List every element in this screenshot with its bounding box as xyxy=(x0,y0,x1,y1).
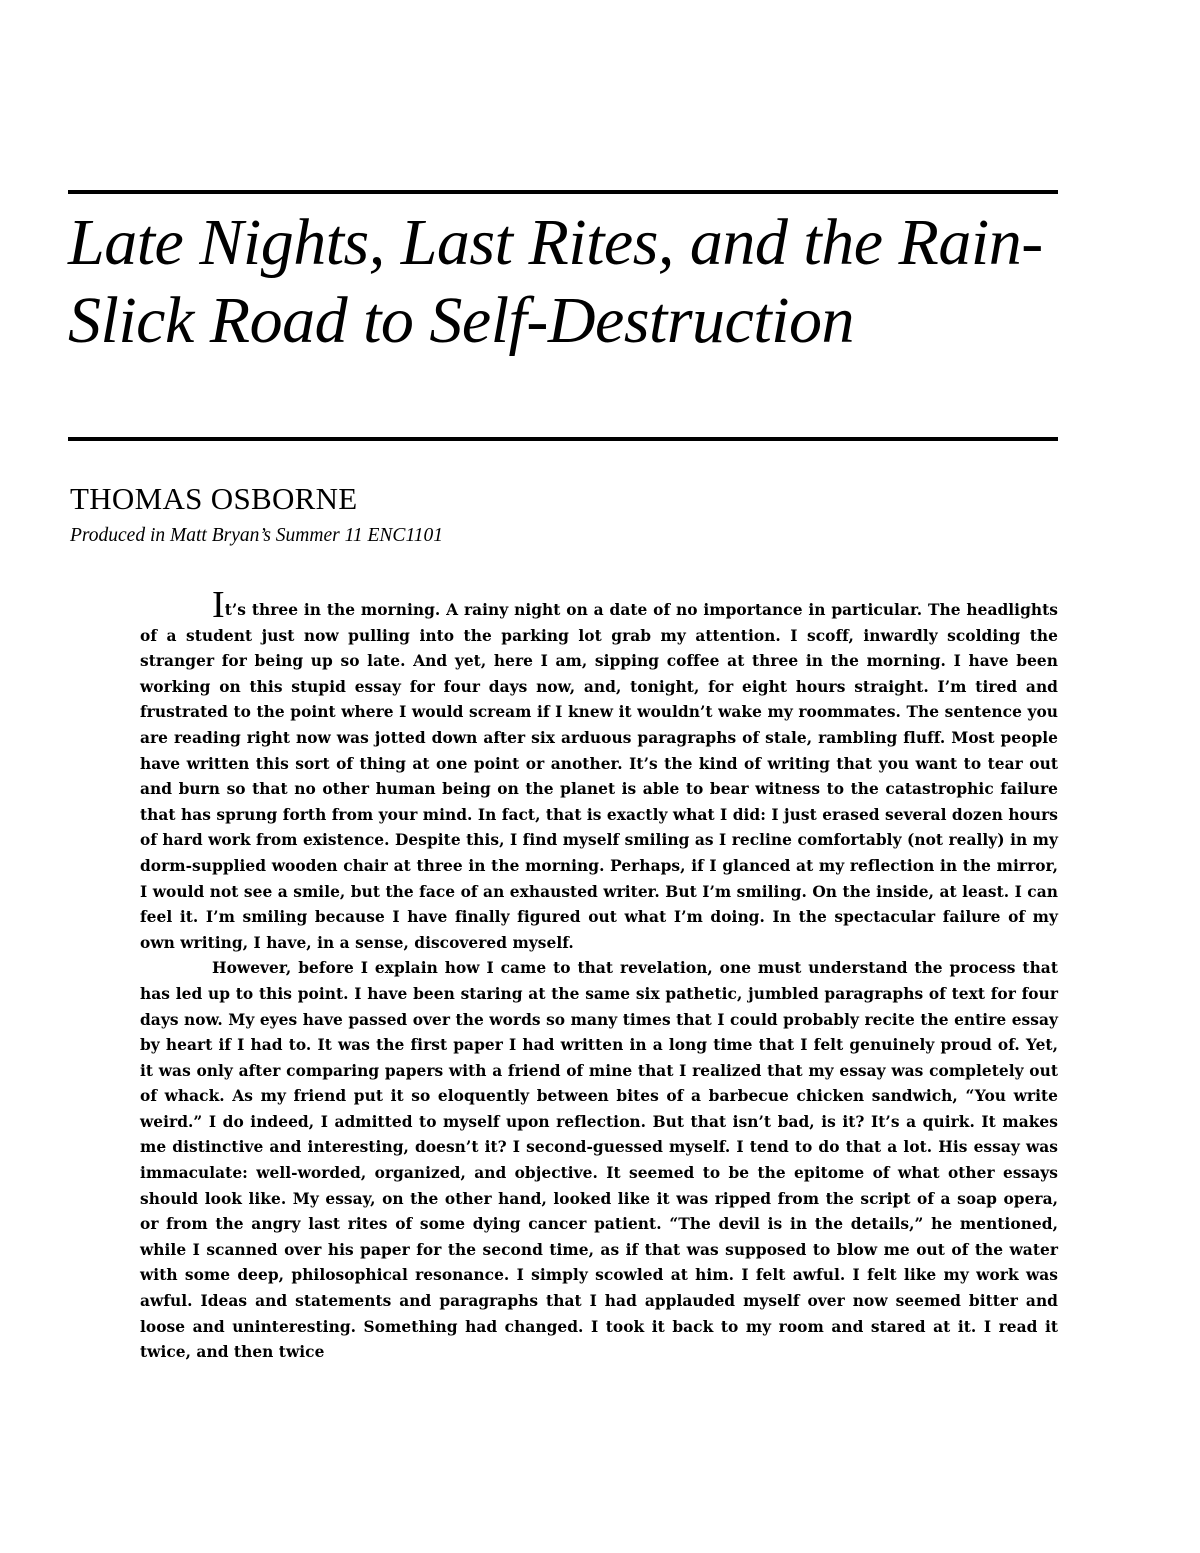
paragraph-2-text: However, before I explain how I came to that revelation, one must understand the process that has led up to this point. I have been staring at the same six pathetic, jumbled paragraphs of text for four days now. My eyes have passed over the words so many times that I could probably recite the entire essay by heart if I had to. It was the first paper I had written in a long time that I felt genuinely proud of. Yet, it was only after comparing papers with a friend of mine that I realized that my essay was completely out of whack. As my friend put it so eloquently between bites of a barbecue chicken sandwich, “You write weird.” I do indeed, I admitted to myself upon reflection. But that isn’t bad, is it? It’s a quirk. It makes me distinctive and interesting, doesn’t it? I second-guessed myself. I tend to do that a lot. His essay was immaculate: well-worded, organized, and objective. It seemed to be the epitome of what other essays should look like. My essay, on the other hand, looked like it was ripped from the script of a soap opera, or from the angry last rites of some dying cancer patient. “The devil is in the details,” he mentioned, while I scanned over his paper for the second time, as if that was supposed to blow me out of the water with some deep, philosophical resonance. I simply scowled at him. I felt awful. I felt like my work was awful. Ideas and statements and paragraphs that I had applauded myself over now seemed bitter and loose and uninteresting. Something had changed. I took it back to my room and stared at it. I read it twice, and then twice xyxy=(140,959,1058,1362)
article-body xyxy=(140,584,1058,1366)
title-top-rule xyxy=(68,190,1058,194)
title-bottom-rule xyxy=(68,437,1058,441)
drop-cap: I xyxy=(212,584,225,626)
produced-in-note: Produced in Matt Bryan’s Summer 11 ENC1101 xyxy=(70,525,443,546)
paragraph-1-text: t’s three in the morning. A rainy night on a date of no importance in particular. The headlights of a student just now pulling into the parking lot grab my attention. I scoff, inwardly scolding the stranger for being up so late. And yet, here I am, sipping coffee at three in the morning. I have been working on this stupid essay for four days now, and, tonight, for eight hours straight. I’m tired and frustrated to the point where I would scream if I knew it wouldn’t wake my roommates. The sentence you are reading right now was jotted down after six arduous paragraphs of stale, rambling fluff. Most people have written this sort of thing at one point or another. It’s the kind of writing that you want to tear out and burn so that no other human being on the planet is able to bear witness to the catastrophic failure that has sprung forth from your mind. In fact, that is exactly what I did: I just erased several dozen hours of hard work from existence. Despite this, I find myself smiling as I recline comfortably (not really) in my dorm-supplied wooden chair at three in the morning. Perhaps, if I glanced at my reflection in the mirror, I would not see a smile, but the face of an exhausted writer. But I’m smiling. On the inside, at least. I can feel it. I’m smiling because I have finally figured out what I’m doing. In the spectacular failure of my own writing, I have, in a sense, discovered myself. xyxy=(140,601,1058,952)
body-paragraph-2 xyxy=(140,956,1058,1366)
author-name: THOMAS OSBORNE xyxy=(70,481,358,516)
body-paragraph-1 xyxy=(140,584,1058,956)
article-title: Late Nights, Last Rites, and the Rain-Slick Road to Self-Destruction xyxy=(68,206,1043,357)
